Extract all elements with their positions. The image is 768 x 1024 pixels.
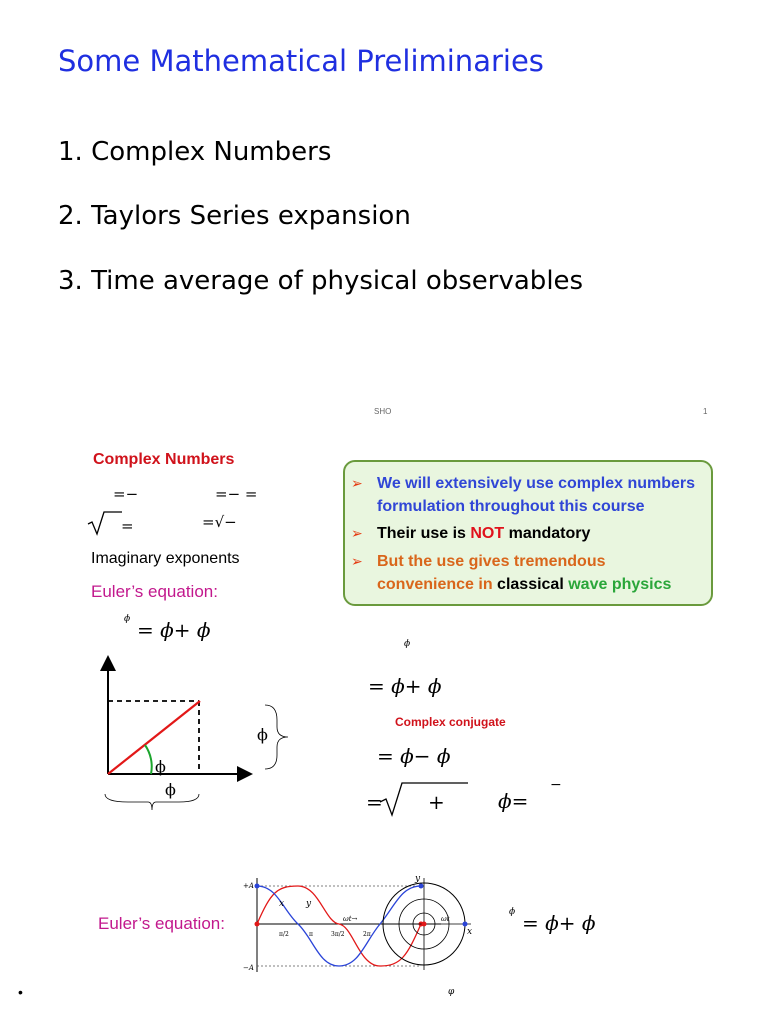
euler-equation-label: Euler’s equation: [91,582,218,601]
svg-text:−A: −A [243,964,254,972]
list-item-time-average: 3. Time average of physical observables [58,266,584,296]
svg-text:π/2: π/2 [279,931,289,938]
eq-sqrt-equals: = [121,517,134,535]
exponent-phi: ϕ [124,614,131,624]
phi-angle-label: ϕ [155,757,166,776]
exponent-phi-right: ϕ [404,639,411,649]
sqrt-sign-1 [86,508,126,536]
bottom-phi-symbol: φ [448,987,455,997]
arrow-bullet-icon: ➢ [351,525,363,541]
arrow-bullet-icon: ➢ [351,553,363,569]
callout-line-1a: We will extensively use complex numbers [377,475,696,492]
euler-equation-2: = ϕ+ ϕ [522,911,596,935]
svg-text:ωt: ωt [441,915,450,923]
svg-text:π: π [309,931,313,938]
sqrt-sign-2 [378,778,472,818]
euler-equation-right: = ϕ+ ϕ [368,674,442,698]
wave-plot [243,872,480,977]
callout-line-3b: convenience in classical wave physics [377,576,672,593]
phasor-vector [108,701,200,774]
phi-horizontal-label: ϕ [165,780,176,799]
phase-fraction-minus: − [550,777,562,793]
slide-footer-label: SHO [374,407,392,416]
svg-text:3π/2: 3π/2 [331,931,345,938]
svg-text:x: x [279,899,285,909]
note-callout [343,460,713,606]
svg-text:y: y [415,874,421,884]
brace-horizontal [105,794,199,810]
arrow-bullet-icon: ➢ [351,475,363,491]
svg-text:ωt→: ωt→ [343,915,358,923]
bullet-dot: • [18,984,23,1000]
callout-line-1b: formulation throughout this course [377,498,645,515]
callout-line-3a: But the use gives tremendous [377,553,606,570]
svg-text:y: y [306,899,312,909]
modulus-plus: + [428,790,445,814]
conjugate-equation: = ϕ− ϕ [377,744,451,768]
svg-text:+A: +A [243,882,254,890]
exponent-phi-bottom: ϕ [509,907,516,917]
svg-text:x: x [467,927,473,937]
phase-equation: ϕ= [498,789,529,813]
eq-sqrt-minus-one: =√− [202,513,237,531]
callout-line-2: Their use is NOT mandatory [377,525,591,542]
angle-arc [145,745,152,774]
euler-equation-label-2: Euler’s equation: [98,914,225,933]
euler-equation: = ϕ+ ϕ [137,618,211,642]
list-item-complex-numbers: 1. Complex Numbers [58,137,332,167]
complex-conjugate-label: Complex conjugate [395,715,506,729]
svg-text:2π: 2π [363,931,371,938]
modulus-equals: = [366,790,383,814]
slide-title: Some Mathematical Preliminaries [58,44,544,78]
eq-i-squared: =− [113,485,139,503]
slide-page-number: 1 [703,407,708,416]
list-item-taylor-series: 2. Taylors Series expansion [58,201,411,231]
section-title: Complex Numbers [93,451,235,468]
brace-vertical [265,705,288,769]
phi-vertical-label: ϕ [257,725,268,744]
imaginary-exponents-label: Imaginary exponents [91,550,240,567]
eq-i-cubed: =− = [215,485,258,503]
